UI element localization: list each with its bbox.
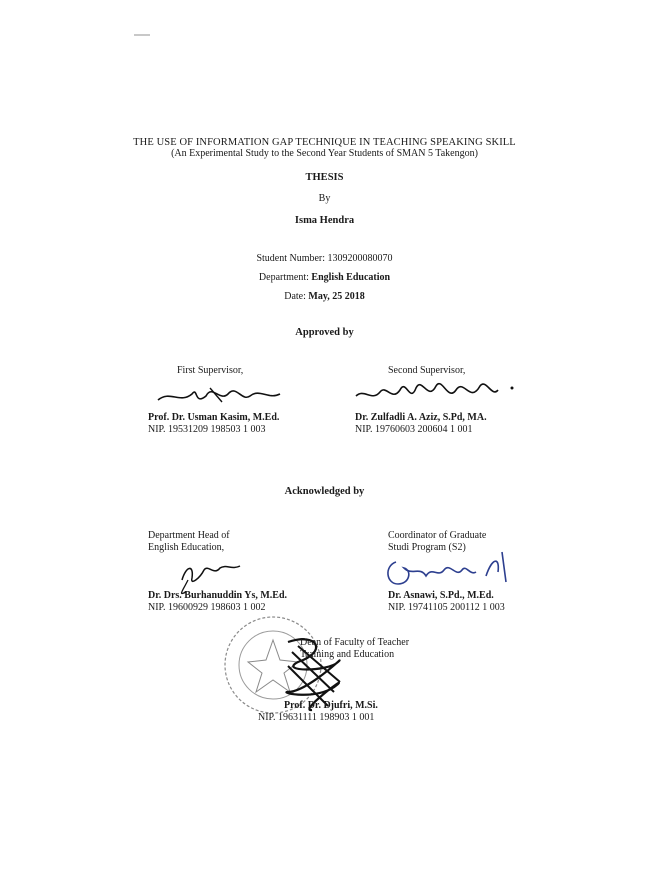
dean-role-line1: Dean of Faculty of Teacher xyxy=(300,637,410,648)
first-supervisor-signature xyxy=(150,372,290,412)
date-line xyxy=(0,291,649,302)
department-label: Department: xyxy=(258,272,309,283)
second-supervisor-role: Second Supervisor, xyxy=(388,365,466,376)
coordinator-name: Dr. Asnawi, S.Pd., M.Ed. xyxy=(388,590,494,601)
author-name: Isma Hendra xyxy=(294,215,355,226)
date-value: May, 25 2018 xyxy=(308,291,365,302)
dept-head-role-line2: English Education, xyxy=(148,542,225,553)
scan-artifact xyxy=(134,34,150,36)
date-label: Date: xyxy=(284,291,306,302)
dept-head-role-line1: Department Head of xyxy=(148,530,230,541)
thesis-subtitle: (An Experimental Study to the Second Year Students of SMAN 5 Takengon) xyxy=(171,148,478,159)
student-number: 1309200080070 xyxy=(327,253,393,264)
dean-name: Prof. Dr. Djufri, M.Si. xyxy=(284,700,378,711)
dept-head-nip: NIP. 19600929 198603 1 002 xyxy=(148,602,266,613)
second-supervisor-nip: NIP. 19760603 200604 1 001 xyxy=(355,424,473,435)
dean-nip: NIP. 19631111 198903 1 001 xyxy=(258,712,375,723)
first-supervisor-role: First Supervisor, xyxy=(177,365,244,376)
by-label: By xyxy=(318,193,331,204)
dean-role-line2: Training and Education xyxy=(300,649,395,660)
acknowledged-by-heading: Acknowledged by xyxy=(284,486,365,497)
first-supervisor-name: Prof. Dr. Usman Kasim, M.Ed. xyxy=(148,412,280,423)
coordinator-nip: NIP. 19741105 200112 1 003 xyxy=(388,602,505,613)
department-value: English Education xyxy=(311,272,391,283)
dept-head-name: Dr. Drs. Burhanuddin Ys, M.Ed. xyxy=(148,590,288,601)
document-type: THESIS xyxy=(305,172,344,183)
second-supervisor-signature xyxy=(352,372,522,412)
approved-by-heading: Approved by xyxy=(295,327,354,338)
coordinator-role-line1: Coordinator of Graduate xyxy=(388,530,487,541)
student-number-line xyxy=(0,253,649,264)
second-supervisor-name: Dr. Zulfadli A. Aziz, S.Pd, MA. xyxy=(355,412,487,423)
coordinator-role-line2: Studi Program (S2) xyxy=(388,542,466,553)
thesis-title: THE USE OF INFORMATION GAP TECHNIQUE IN TEACHING SPEAKING SKILL xyxy=(133,137,516,148)
first-supervisor-nip: NIP. 19531209 198503 1 003 xyxy=(148,424,266,435)
student-number-label: Student Number: xyxy=(256,253,326,264)
department-line xyxy=(0,272,649,283)
